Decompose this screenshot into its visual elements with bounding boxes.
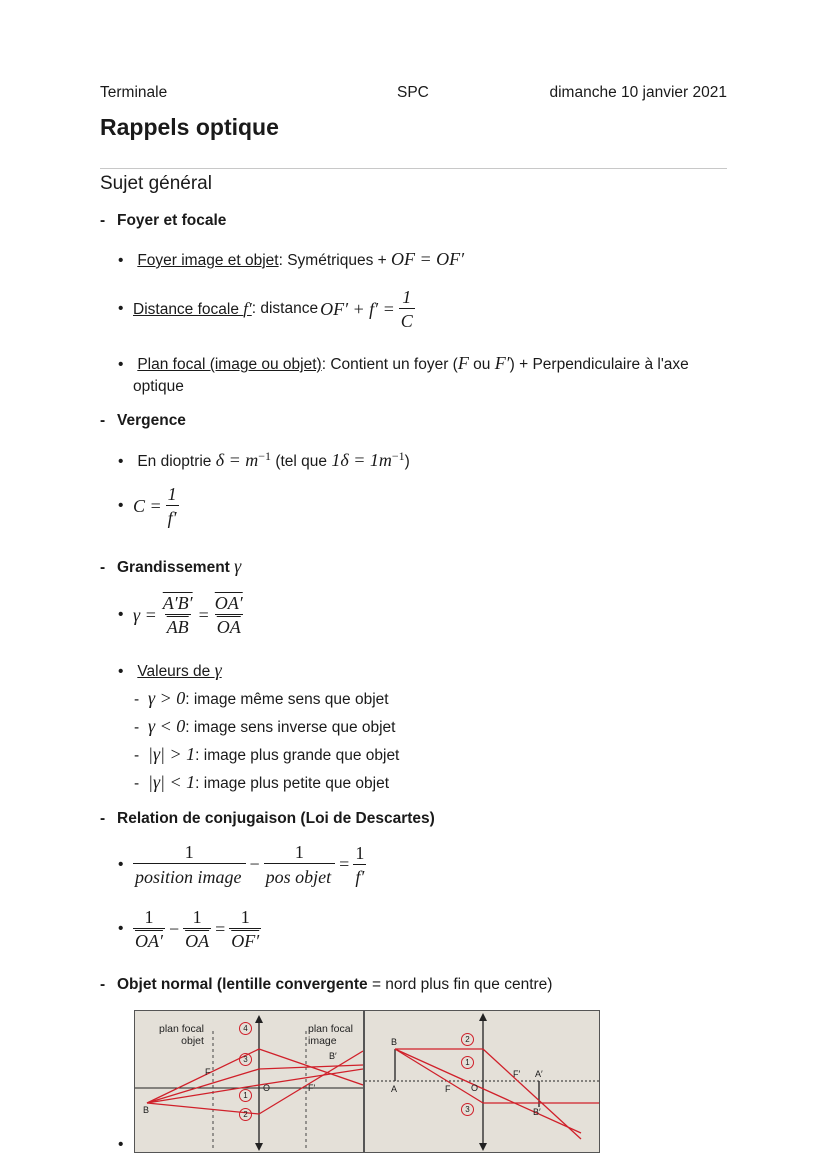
- figure-panel-right: [364, 1010, 600, 1153]
- bullet-label: • Distance focale f′: [133, 299, 252, 318]
- bullet-dioptrie: • En dioptrie $\delta = m^{-1}$ (tel que $1\delta = 1m^{-1}$): [118, 449, 410, 471]
- label-F: F: [445, 1084, 451, 1094]
- section-objet-normal: - Objet normal (lentille convergente = nord plus fin que centre): [100, 976, 552, 994]
- bullet-plan-focal-cont: optique: [133, 378, 184, 395]
- math-expr: OF = OF′: [391, 249, 465, 269]
- header-subject: SPC: [397, 84, 429, 101]
- ray-number-3: 3: [461, 1103, 474, 1116]
- section-conjugaison: - Relation de conjugaison (Loi de Descartes): [100, 810, 435, 828]
- label-F: F: [205, 1067, 211, 1077]
- list-item: - γ > 0: image même sens que objet: [134, 688, 389, 709]
- ray-number-1: 1: [461, 1056, 474, 1069]
- section-foyer-focale: - Foyer et focale: [100, 212, 226, 230]
- ray-diagram-right: [365, 1011, 599, 1152]
- label-plan-focal-objet: plan focal objet: [159, 1023, 204, 1047]
- bullet-foyer-image-objet: [118, 249, 464, 270]
- bullet-c-formula: • C = $\frac{1}{f'}$: [118, 483, 179, 529]
- ray-number-2: 2: [239, 1108, 252, 1121]
- fraction-pos-objet: $\frac{1}{\text{pos objet}}$: [264, 841, 336, 888]
- label-O: O: [263, 1083, 271, 1093]
- ray-number-2: 2: [461, 1033, 474, 1046]
- fraction-apbp-ab: $\frac{A'B'}{AB}$: [162, 593, 193, 637]
- bullet-descartes-words: • $\frac{1}{\text{position image}}$ − $\frac{1}{\text{pos objet}}$ = $\frac{1}{f'}$: [118, 841, 366, 888]
- list-item: - γ < 0: image sens inverse que objet: [134, 716, 395, 737]
- header-date: dimanche 10 janvier 2021: [549, 84, 727, 101]
- label-Fp: F′: [513, 1069, 521, 1079]
- bullet-valeurs-gamma: [118, 660, 222, 681]
- label-B: B: [391, 1037, 398, 1047]
- bullet-label: Foyer image et objet: [137, 252, 279, 269]
- bullet-gamma-formula: • γ = $\frac{A'B'}{AB}$ = $\frac{OA'}{OA}$: [118, 592, 245, 638]
- list-item: - |γ| < 1: image plus petite que objet: [134, 772, 389, 793]
- bullet-text: : Symétriques +: [278, 252, 392, 269]
- ray-number-1: 1: [239, 1089, 252, 1102]
- fraction-1-over-oap: • $\frac{1}{OA'}$: [135, 907, 163, 951]
- math-expr: OF′ + f′ =: [320, 298, 395, 319]
- fraction-1-over-oa: $\frac{1}{OA}$: [185, 907, 210, 951]
- page-title: Rappels optique: [100, 114, 279, 140]
- ray-number-3: 3: [239, 1053, 252, 1066]
- bullet-figure: •: [118, 1136, 124, 1153]
- fraction-1-over-ofp: $\frac{1}{OF'}$: [231, 907, 260, 951]
- fraction-1-over-c: $\frac{1}{C}$: [400, 287, 413, 331]
- label-Fp: F′: [308, 1083, 316, 1093]
- label-O: O: [471, 1083, 479, 1093]
- bullet-plan-focal: • Plan focal (image ou objet): Contient un foyer (F ou F′) + Perpendiculaire à l'axe: [118, 351, 738, 377]
- section-subtitle: Sujet général: [100, 173, 212, 194]
- section-vergence: - Vergence: [100, 412, 186, 430]
- header-class: Terminale: [100, 84, 168, 101]
- bullet-descartes-algebraic: • $\frac{1}{OA'}$ − $\frac{1}{OA}$ = $\frac{1}{OF'}$: [118, 906, 261, 952]
- title-divider: [100, 168, 727, 169]
- fraction-1-over-fp: $\frac{1}{f'}$: [355, 842, 365, 887]
- fraction-oap-oa: $\frac{OA'}{OA}$: [214, 593, 243, 637]
- figure-panel-left: [134, 1010, 364, 1153]
- ray-number-4: 4: [239, 1022, 252, 1035]
- label-plan-focal-image: plan focal image: [308, 1023, 353, 1047]
- label-B: B: [143, 1105, 150, 1115]
- fraction-position-image: • $\frac{1}{\text{position image}}$: [133, 841, 246, 888]
- label-Bp: B′: [329, 1051, 337, 1061]
- list-item: - |γ| > 1: image plus grande que objet: [134, 744, 399, 765]
- bullet-text: : distance: [251, 300, 319, 317]
- label-Bp: B′: [533, 1107, 541, 1117]
- section-grandissement: - Grandissement γ: [100, 556, 241, 577]
- label-A: A: [391, 1084, 398, 1094]
- fraction-1-over-fp: $\frac{1}{f'}$: [167, 484, 177, 528]
- bullet-label: Valeurs de γ: [137, 660, 222, 680]
- bullet-label: Plan focal (image ou objet): [137, 356, 322, 373]
- label-Ap: A′: [535, 1069, 543, 1079]
- bullet-distance-focale: [118, 286, 415, 332]
